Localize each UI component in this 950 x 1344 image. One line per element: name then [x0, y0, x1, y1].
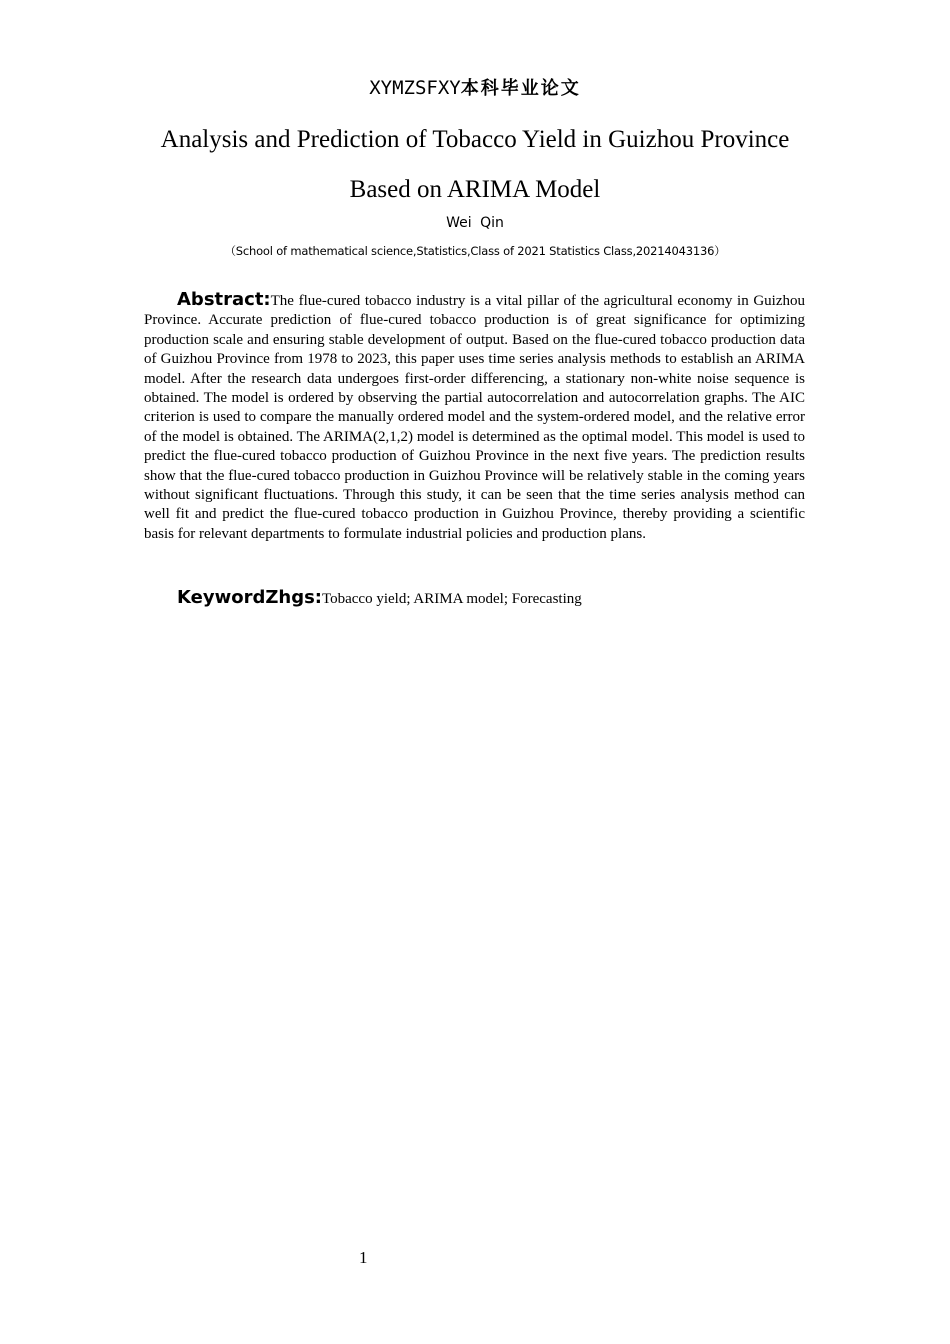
document-type: 本科毕业论文 [460, 78, 581, 99]
author-affiliation: （School of mathematical science,Statistics,Class of 2021 Statistics Class,20214043136） [224, 244, 726, 258]
abstract-text: The flue-cured tobacco industry is a vital pillar of the agricultural economy in Guizhou Province. Accurate prediction of flue-cured tobacco production is of great significance for optimizing production scale and ensuring stable development of output. Based on the flue-cured tobacco production data of Guizhou Province from 1978 to 2023, this paper uses time series analysis methods to establish an ARIMA model. After the research data undergoes first-order differencing, a stationary non-white noise sequence is obtained. The model is ordered by observing the partial autocorrelation and autocorrelation graphs. The AIC criterion is used to compare the manually ordered model and the system-ordered model, and the relative error of the model is obtained. The ARIMA(2,1,2) model is determined as the optimal model. This model is used to predict the flue-cured tobacco production of Guizhou Province in the next five years. The prediction results show that the flue-cured tobacco production in Guizhou Province will be relatively stable in the coming years without significant fluctuations. Through this study, it can be seen that the time series analysis method can well fit and predict the flue-cured tobacco production in Guizhou Province, thereby providing a scientific basis for relevant departments to formulate industrial policies and production plans. [144, 293, 805, 542]
page-number: 1 [359, 1248, 368, 1267]
paper-title-line-2: Based on ARIMA Model [349, 176, 601, 203]
keywords-text: Tobacco yield; ARIMA model; Forecasting [322, 591, 582, 607]
abstract-label: Abstract: [177, 289, 271, 310]
paper-title-line-1: Analysis and Prediction of Tobacco Yield in Guizhou Province [160, 126, 790, 153]
abstract-paragraph [144, 290, 805, 544]
school-code: XYMZSFXY [369, 77, 461, 99]
thesis-header [0, 74, 950, 100]
keywords-label: KeywordZhgs: [177, 587, 322, 608]
keywords-paragraph [144, 587, 805, 610]
author-name: Wei Qin [446, 215, 504, 231]
